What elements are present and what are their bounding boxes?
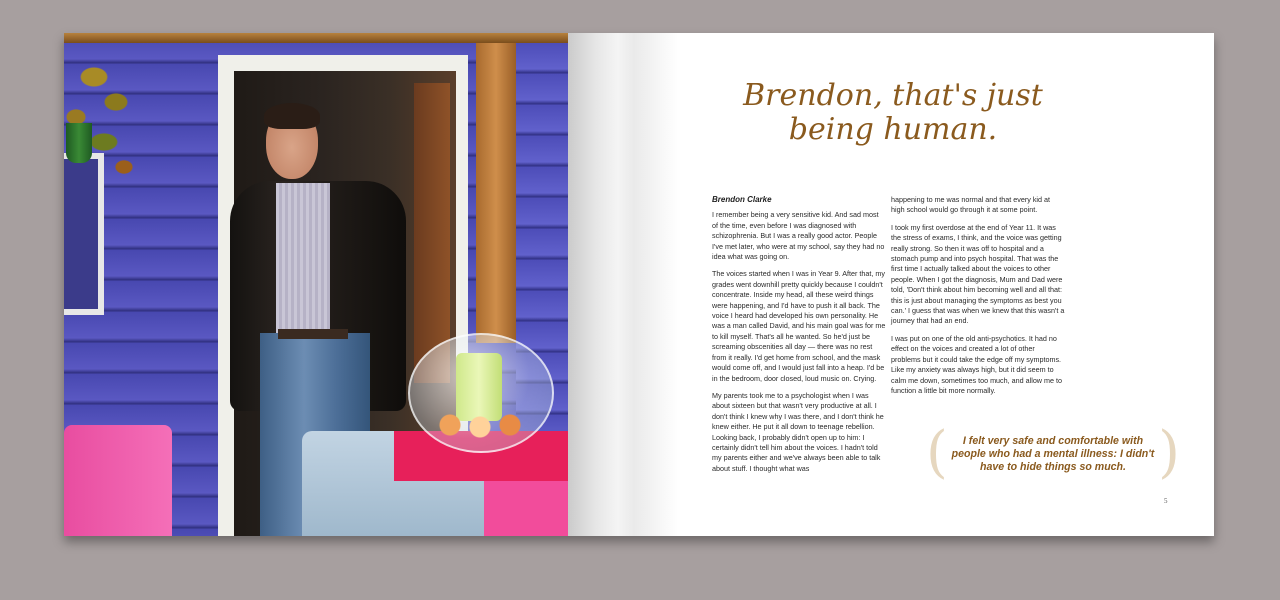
paragraph: happening to me was normal and that every kid at high school would go through it at some point. — [891, 195, 1051, 215]
book-spread — [64, 33, 1214, 536]
text-column-2 — [891, 195, 1065, 403]
hanging-plant — [64, 47, 134, 197]
paragraph: The voices started when I was in Year 9. After that, my grades went downhill pretty quickly because I couldn't concentrate. Inside my head, all these weird things were happening, and I'd have to push it all back. The voice I heard had developed his own personality. He was a man called David, and his main goal was for me to kill myself. That's all he wanted. So he'd just be screaming obscenities all day — there was no rest from it really. I'd get home from school, and the mask would come off, and I would just fall into a heap. I'd be in the bedroom, door closed, loud music on. Crying. — [712, 269, 886, 383]
page-number: 5 — [1164, 497, 1168, 505]
right-page — [568, 33, 1214, 536]
left-page-photo — [64, 33, 568, 536]
plant-pot — [66, 123, 92, 163]
man-shirt — [276, 183, 330, 333]
text-column-1 — [712, 195, 886, 481]
wooden-post — [476, 43, 516, 343]
page-title: Brendon, that's just being human. — [743, 78, 1043, 147]
page-gutter — [568, 33, 678, 536]
pink-object — [484, 481, 568, 536]
man-belt — [278, 329, 348, 339]
author-name: Brendon Clarke — [712, 195, 772, 204]
inner-door — [414, 83, 450, 383]
close-paren-icon: ) — [1158, 420, 1180, 485]
pull-quote-text: I felt very safe and comfortable with people who had a mental illness: I didn't have to hide things so much. — [951, 435, 1155, 473]
man-hair — [264, 103, 320, 129]
open-paren-icon: ( — [926, 420, 948, 485]
paragraph: I took my first overdose at the end of Year 11. It was the stress of exams, I think, and the voice was getting really strong. So then it was off to hospital and a stomach pump and into psych hospital. That was the first time I actually talked about the voices to other people. When I got the diagnosis, Mum and Dad were told, 'Don't think about him becoming well and all that: this is just about managing the symptoms as best you can.' I guess that was when we knew that this wasn't a journey that had an end. — [891, 222, 1065, 326]
decorative-stones — [430, 411, 530, 439]
pull-quote — [926, 420, 1180, 487]
roof-trim — [64, 33, 568, 43]
pink-chair — [64, 425, 172, 536]
paragraph: I was put on one of the old anti-psychotics. It had no effect on the voices and created a lot of other problems but it could take the edge off my symptoms. Like my anxiety was always high, but it did seem to calm me down, sometimes too much, and allow me to function a little bit more normally. — [891, 333, 1062, 395]
paragraph: I remember being a very sensitive kid. And sad most of the time, even before I was diagnosed with schizophrenia. But I was a really good actor. People I've met later, who were at my school, say they had no idea what was going on. — [712, 210, 885, 262]
paragraph: My parents took me to a psychologist when I was about sixteen but that wasn't very productive at all. I don't think I knew why I was there, and I don't think he knew either. He put it all down to teenage rebellion. Looking back, I probably didn't open up to him: I certainly didn't tell him about the voices. I hadn't told my parents either and we've always been able to talk about stuff. I thought what was — [712, 390, 884, 473]
